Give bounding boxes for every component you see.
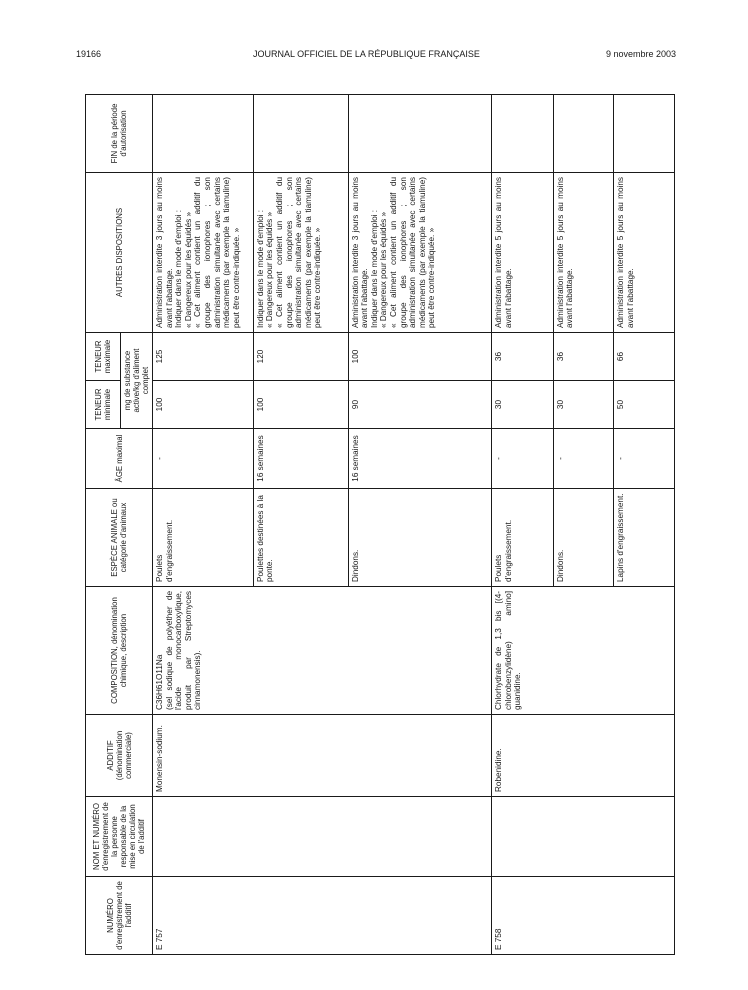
cell-autres	[348, 173, 491, 333]
additives-table	[85, 94, 675, 955]
journal-title: JOURNAL OFFICIEL DE LA RÉPUBLIQUE FRANÇAISE	[253, 49, 480, 59]
provision-line: Indiquer dans le mode d'emploi :	[174, 209, 184, 328]
issue-date: 9 novembre 2003	[606, 49, 677, 59]
provision-line: Indiquer dans le mode d'emploi :	[369, 209, 379, 328]
chemical-formula: C36H61O11Na	[155, 654, 164, 710]
cell-age: 16 semaines	[348, 429, 491, 489]
cell-nom	[153, 797, 492, 877]
cell-additif: Robenidine.	[491, 715, 674, 797]
cell-composition	[153, 587, 492, 715]
cell-fin	[153, 95, 254, 173]
cell-teneur-min: 100	[153, 381, 254, 429]
cell-espece: Dindons.	[553, 489, 614, 587]
cell-autres: Administration interdite 5 jours au moins avant l'abattage.	[553, 173, 614, 333]
header-autres: AUTRES DISPOSITIONS	[86, 173, 153, 333]
header-fin: FIN de la période d'autorisation	[86, 95, 153, 173]
cell-autres: Administration interdite 5 jours au moins avant l'abattage.	[614, 173, 675, 333]
cell-teneur-max: 36	[553, 333, 614, 381]
cell-fin	[553, 95, 614, 173]
provision-line: Indiquer dans le mode d'emploi :	[255, 209, 265, 328]
cell-espece: Poulets d'engraissement.	[153, 489, 254, 587]
cell-teneur-max: 66	[614, 333, 675, 381]
header-row	[86, 95, 121, 955]
cell-fin	[491, 95, 553, 173]
cell-nom	[491, 797, 674, 877]
header-composition: COMPOSITION, dénomination chimique, description	[86, 587, 153, 715]
cell-fin	[348, 95, 491, 173]
provision-line: Administration interdite 3 jours au moins avant l'abattage.	[155, 177, 174, 328]
cell-autres: Administration interdite 5 jours au moins avant l'abattage.	[491, 173, 553, 333]
page-number: 19166	[76, 49, 102, 59]
cell-numero: E 758	[491, 877, 674, 955]
provision-line: Administration interdite 3 jours au moins avant l'abattage.	[350, 177, 370, 328]
table-row	[153, 95, 254, 955]
cell-teneur-min: 30	[491, 381, 553, 429]
cell-espece: Poulettes destinées à la ponte.	[253, 489, 348, 587]
cell-teneur-max: 125	[153, 333, 254, 381]
header-numero: NUMÉRO d'enregistrement de l'additif	[86, 877, 153, 955]
cell-age: -	[153, 429, 254, 489]
cell-teneur-min: 100	[253, 381, 348, 429]
cell-teneur-min: 50	[614, 381, 675, 429]
provision-line: « Dangereux pour les équidés »	[265, 211, 275, 328]
composition-description: (sel sodique de polyéther de l'acide monocarboxylique, produit par Streptomyces cinnamonensis).	[164, 591, 203, 710]
header-teneur-min: TENEUR minimale	[86, 381, 121, 429]
cell-teneur-max: 36	[491, 333, 553, 381]
cell-teneur-max: 120	[253, 333, 348, 381]
cell-espece: Lapins d'engraissement.	[614, 489, 675, 587]
provision-line: « Cet aliment contient un additif du groupe des ionophores ; son administration simultanée avec certains médicaments (par exemple la tiamuline) peut être contre-indiquée. »	[388, 177, 437, 328]
cell-composition: Chlorhydrate de 1,3 bis [(4-chlorobenzylidène) amino] guanidine.	[491, 587, 674, 715]
cell-numero: E 757	[153, 877, 492, 955]
table-row	[491, 95, 553, 955]
cell-age: 16 semaines	[253, 429, 348, 489]
header-teneur-unit: mg de substance active/kg d'aliment complet	[121, 333, 153, 429]
cell-age: -	[614, 429, 675, 489]
cell-teneur-min: 90	[348, 381, 491, 429]
provision-line: « Dangereux pour les équidés »	[183, 211, 193, 328]
header-nom: NOM ET NUMÉRO d'enregistrement de la personne responsable de la mise en circulation de l'additif	[86, 797, 153, 877]
cell-additif: Monensin-sodium.	[153, 715, 492, 797]
cell-teneur-max: 100	[348, 333, 491, 381]
rotated-table-wrapper	[85, 95, 675, 955]
cell-espece: Poulets d'engraissement.	[491, 489, 553, 587]
provision-line: « Cet aliment contient un additif du groupe des ionophores ; son administration simultanée avec certains médicaments (par exemple la tiamuline) peut être contre-indiquée. »	[193, 177, 241, 328]
provision-line: « Cet aliment contient un additif du groupe des ionophores ; son administration simultanée avec certains médicaments (par exemple la tiamuline) peut être contre-indiquée. »	[274, 177, 323, 328]
cell-teneur-min: 30	[553, 381, 614, 429]
header-additif: ADDITIF (dénomination commerciale)	[86, 715, 153, 797]
provision-line: « Dangereux pour les équidés »	[379, 211, 389, 328]
header-age: ÂGE maximal	[86, 429, 153, 489]
cell-age: -	[553, 429, 614, 489]
cell-fin	[253, 95, 348, 173]
header-teneur-max: TENEUR maximale	[86, 333, 121, 381]
cell-age: -	[491, 429, 553, 489]
cell-autres	[253, 173, 348, 333]
cell-espece: Dindons.	[348, 489, 491, 587]
cell-fin	[614, 95, 675, 173]
header-espece: ESPÈCE ANIMALE ou catégorie d'animaux	[86, 489, 153, 587]
cell-autres	[153, 173, 254, 333]
